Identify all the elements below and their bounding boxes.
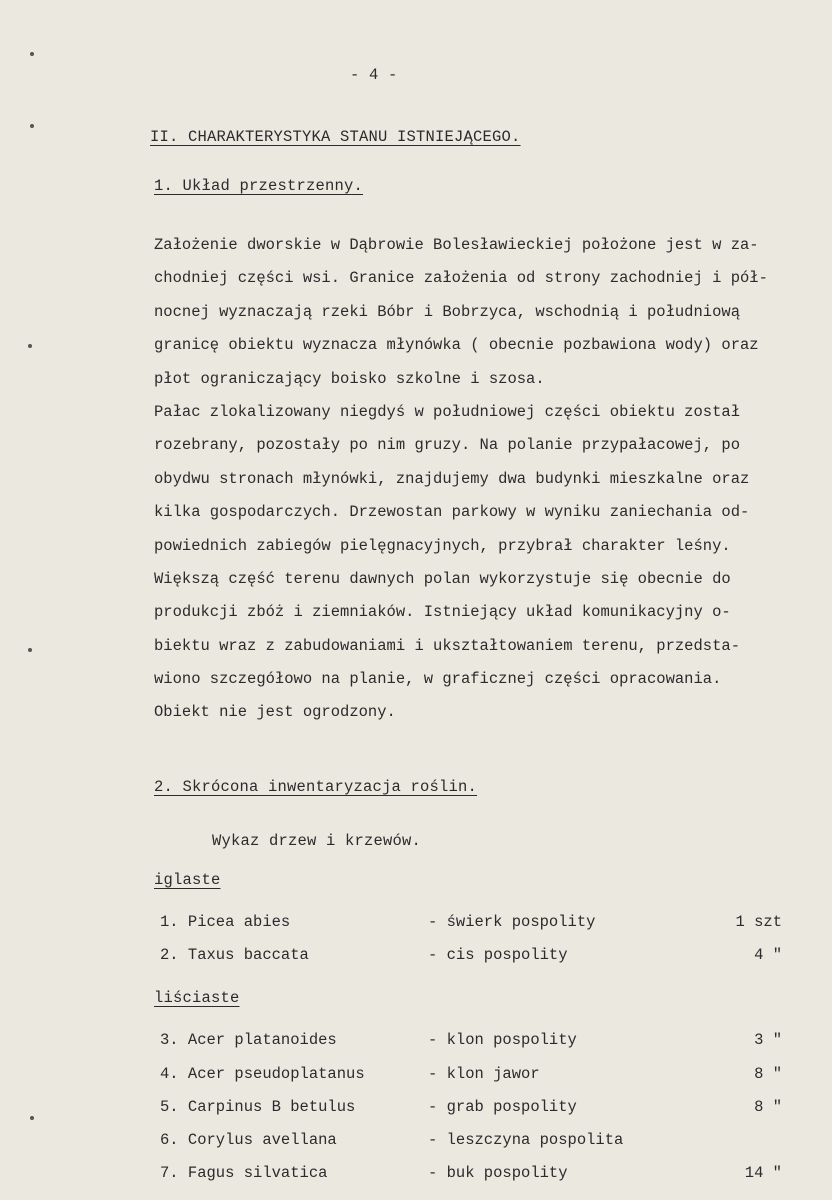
quantity: 4 " <box>754 946 782 964</box>
plant-row <box>160 1164 800 1190</box>
body-line: biektu wraz z zabudowaniami i ukształtowaniem terenu, przedsta- <box>154 636 740 655</box>
punch-hole <box>30 124 34 128</box>
plant-row <box>160 1098 800 1124</box>
polish-name: - klon jawor <box>428 1065 540 1083</box>
quantity: 8 " <box>754 1098 782 1116</box>
body-line: powiednich zabiegów pielęgnacyjnych, przybrał charakter leśny. <box>154 536 731 555</box>
body-line: wiono szczegółowo na planie, w graficznej części opracowania. <box>154 670 722 689</box>
polish-name: - buk pospolity <box>428 1164 568 1182</box>
section-1-body <box>154 229 819 730</box>
section-1-title: 1. Układ przestrzenny. <box>154 177 364 195</box>
conifers-label: iglaste <box>154 871 221 889</box>
body-line: nocnej wyznaczają rzeki Bóbr i Bobrzyca, wschodnią i południową <box>154 302 740 321</box>
punch-hole <box>28 648 32 652</box>
plant-row <box>160 1065 800 1091</box>
latin-name: 5. Carpinus B betulus <box>160 1098 356 1116</box>
body-line: obydwu stronach młynówki, znajdujemy dwa budynki mieszkalne oraz <box>154 469 750 488</box>
plant-row <box>160 946 800 972</box>
polish-name: - leszczyna pospolita <box>428 1131 624 1149</box>
polish-name: - świerk pospolity <box>428 913 596 931</box>
plant-row <box>160 913 800 939</box>
body-line: Pałac zlokalizowany niegdyś w południowej części obiektu został <box>154 402 740 421</box>
latin-name: 6. Corylus avellana <box>160 1131 337 1149</box>
body-line: Obiekt nie jest ogrodzony. <box>154 703 396 722</box>
body-line: płot ograniczający boisko szkolne i szosa. <box>154 369 545 388</box>
deciduous-label: liściaste <box>154 989 240 1007</box>
body-line: Większą część terenu dawnych polan wykorzystuje się obecnie do <box>154 569 731 588</box>
body-line: granicę obiektu wyznacza młynówka ( obecnie pozbawiona wody) oraz <box>154 336 759 355</box>
quantity: 14 " <box>744 1164 782 1182</box>
quantity: 3 " <box>754 1031 782 1049</box>
polish-name: - klon pospolity <box>428 1031 577 1049</box>
plant-row <box>160 1131 800 1157</box>
body-line: chodniej części wsi. Granice założenia od strony zachodniej i pół- <box>154 269 768 288</box>
latin-name: 3. Acer platanoides <box>160 1031 337 1049</box>
polish-name: - cis pospolity <box>428 946 568 964</box>
punch-hole <box>30 52 34 56</box>
body-line: Założenie dworskie w Dąbrowie Bolesławieckiej położone jest w za- <box>154 236 759 254</box>
punch-hole <box>28 344 32 348</box>
quantity: 1 szt <box>735 913 782 931</box>
latin-name: 1. Picea abies <box>160 913 291 931</box>
latin-name: 4. Acer pseudoplatanus <box>160 1065 365 1083</box>
body-line: kilka gospodarczych. Drzewostan parkowy w wyniku zaniechania od- <box>154 503 750 522</box>
polish-name: - grab pospolity <box>428 1098 577 1116</box>
quantity: 8 " <box>754 1065 782 1083</box>
latin-name: 7. Fagus silvatica <box>160 1164 328 1182</box>
page-number: - 4 - <box>350 66 398 84</box>
latin-name: 2. Taxus baccata <box>160 946 309 964</box>
punch-hole <box>30 1116 34 1120</box>
section-2-subtitle: Wykaz drzew i krzewów. <box>212 832 422 850</box>
section-2-title: 2. Skrócona inwentaryzacja roślin. <box>154 778 478 796</box>
body-line: rozebrany, pozostały po nim gruzy. Na polanie przypałacowej, po <box>154 436 740 455</box>
plant-row <box>160 1031 800 1057</box>
chapter-heading: II. CHARAKTERYSTYKA STANU ISTNIEJĄCEGO. <box>150 128 521 146</box>
body-line: produkcji zbóż i ziemniaków. Istniejący układ komunikacyjny o- <box>154 603 731 622</box>
